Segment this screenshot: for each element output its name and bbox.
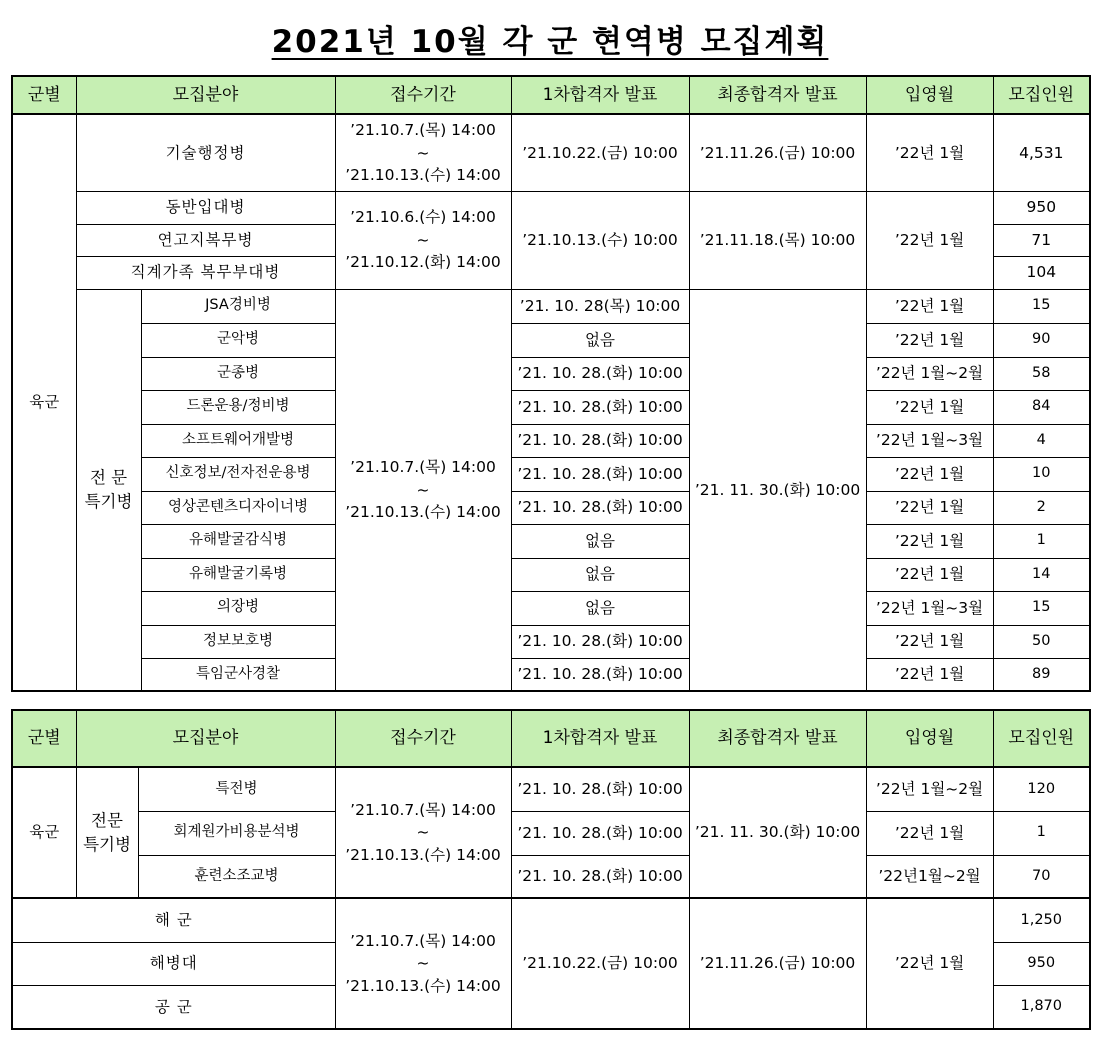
enlist-cell: ’22년 1월 [866,898,993,1029]
enlist-cell: ’22년 1월 [866,625,993,658]
count-cell: 950 [993,191,1090,224]
field-cell: 기술행정병 [76,114,335,191]
enlist-cell: ’22년 1월 [866,658,993,691]
count-cell: 950 [993,942,1090,985]
period-cell: ’21.10.7.(목) 14:00 ~ ’21.10.13.(수) 14:00 [335,898,511,1029]
enlist-cell: ’22년1월~2월 [866,855,993,898]
first-cell: ’21. 10. 28.(화) 10:00 [511,855,689,898]
enlist-cell: ’22년 1월 [866,491,993,524]
final-cell: ’21.11.18.(목) 10:00 [689,191,866,289]
count-cell: 90 [993,323,1090,357]
table-row [12,658,1090,691]
specialty-group-label: 전 문 특기병 [76,289,141,691]
field-cell: 훈련소조교병 [138,855,335,898]
count-cell: 89 [993,658,1090,691]
final-cell: ’21.11.26.(금) 10:00 [689,114,866,191]
table-row [12,767,1090,811]
field-cell: 의장병 [141,591,335,625]
field-cell: 영상콘텐츠디자이너병 [141,491,335,524]
field-cell: 드론운용/정비병 [141,390,335,424]
first-cell: 없음 [511,558,689,591]
header-branch: 군별 [12,76,76,114]
header-row [12,710,1090,767]
table-row [12,289,1090,323]
table-row [12,323,1090,357]
header-field: 모집분야 [76,76,335,114]
header-first: 1차합격자 발표 [511,710,689,767]
table-row [12,357,1090,390]
count-cell: 14 [993,558,1090,591]
header-final: 최종합격자 발표 [689,76,866,114]
page-title: 2021년 10월 각 군 현역병 모집계획 [271,24,829,60]
count-cell: 15 [993,591,1090,625]
period-cell: ’21.10.7.(목) 14:00 ~ ’21.10.13.(수) 14:00 [335,114,511,191]
first-cell: ’21. 10. 28.(화) 10:00 [511,424,689,457]
first-cell: ’21. 10. 28.(화) 10:00 [511,457,689,491]
enlist-cell: ’22년 1월 [866,114,993,191]
field-cell: 특임군사경찰 [141,658,335,691]
count-cell: 4,531 [993,114,1090,191]
count-cell: 104 [993,256,1090,289]
field-cell: 소프트웨어개발병 [141,424,335,457]
table-row [12,424,1090,457]
period-cell: ’21.10.7.(목) 14:00 ~ ’21.10.13.(수) 14:00 [335,289,511,691]
header-count: 모집인원 [993,710,1090,767]
count-cell: 50 [993,625,1090,658]
first-cell: ’21.10.22.(금) 10:00 [511,898,689,1029]
header-branch: 군별 [12,710,76,767]
table-row [12,491,1090,524]
field-cell: 유해발굴감식병 [141,524,335,558]
field-cell: 연고지복무병 [76,224,335,256]
enlist-cell: ’22년 1월~2월 [866,357,993,390]
table-row [12,625,1090,658]
count-cell: 70 [993,855,1090,898]
first-cell: ’21. 10. 28.(화) 10:00 [511,658,689,691]
enlist-cell: ’22년 1월 [866,811,993,855]
period-cell: ’21.10.7.(목) 14:00 ~ ’21.10.13.(수) 14:00 [335,767,511,898]
count-cell: 1 [993,811,1090,855]
table-row [12,591,1090,625]
enlist-cell: ’22년 1월 [866,191,993,289]
count-cell: 58 [993,357,1090,390]
final-cell: ’21. 11. 30.(화) 10:00 [689,767,866,898]
count-cell: 4 [993,424,1090,457]
enlist-cell: ’22년 1월~2월 [866,767,993,811]
first-cell: 없음 [511,323,689,357]
count-cell: 71 [993,224,1090,256]
count-cell: 15 [993,289,1090,323]
count-cell: 10 [993,457,1090,491]
first-cell: ’21. 10. 28(목) 10:00 [511,289,689,323]
branch-army: 육군 [12,767,76,898]
count-cell: 84 [993,390,1090,424]
count-cell: 1,250 [993,898,1090,942]
field-cell: 군종병 [141,357,335,390]
field-cell: 군악병 [141,323,335,357]
header-enlist: 입영월 [866,76,993,114]
count-cell: 120 [993,767,1090,811]
table-row [12,390,1090,424]
table-row [12,558,1090,591]
table-row [12,191,1090,224]
table-row [12,114,1090,191]
header-period: 접수기간 [335,76,511,114]
header-count: 모집인원 [993,76,1090,114]
first-cell: 없음 [511,524,689,558]
field-cell: 회계원가비용분석병 [138,811,335,855]
field-cell: 직계가족 복무부대병 [76,256,335,289]
first-cell: ’21. 10. 28.(화) 10:00 [511,491,689,524]
header-period: 접수기간 [335,710,511,767]
table-row [12,457,1090,491]
period-cell: ’21.10.6.(수) 14:00 ~ ’21.10.12.(화) 14:00 [335,191,511,289]
enlist-cell: ’22년 1월 [866,558,993,591]
table-row [12,524,1090,558]
count-cell: 1,870 [993,985,1090,1029]
count-cell: 1 [993,524,1090,558]
enlist-cell: ’22년 1월 [866,390,993,424]
specialty-group-label: 전문 특기병 [76,767,138,898]
enlist-cell: ’22년 1월 [866,289,993,323]
table-row [12,898,1090,942]
branch-army: 육군 [12,114,76,691]
first-cell: ’21. 10. 28.(화) 10:00 [511,390,689,424]
header-first: 1차합격자 발표 [511,76,689,114]
branch-marines: 해병대 [12,942,335,985]
enlist-cell: ’22년 1월 [866,457,993,491]
first-cell: ’21. 10. 28.(화) 10:00 [511,625,689,658]
first-cell: ’21.10.13.(수) 10:00 [511,191,689,289]
final-cell: ’21.11.26.(금) 10:00 [689,898,866,1029]
table-row [12,811,1090,855]
first-cell: ’21.10.22.(금) 10:00 [511,114,689,191]
first-cell: ’21. 10. 28.(화) 10:00 [511,357,689,390]
table-row [12,855,1090,898]
branch-airforce: 공 군 [12,985,335,1029]
field-cell: 신호정보/전자전운용병 [141,457,335,491]
count-cell: 2 [993,491,1090,524]
header-enlist: 입영월 [866,710,993,767]
final-cell: ’21. 11. 30.(화) 10:00 [689,289,866,691]
header-row [12,76,1090,114]
header-final: 최종합격자 발표 [689,710,866,767]
branch-navy: 해 군 [12,898,335,942]
first-cell: ’21. 10. 28.(화) 10:00 [511,811,689,855]
field-cell: 특전병 [138,767,335,811]
recruitment-table-1 [11,75,1091,692]
first-cell: ’21. 10. 28.(화) 10:00 [511,767,689,811]
enlist-cell: ’22년 1월~3월 [866,591,993,625]
field-cell: JSA경비병 [141,289,335,323]
enlist-cell: ’22년 1월~3월 [866,424,993,457]
enlist-cell: ’22년 1월 [866,524,993,558]
first-cell: 없음 [511,591,689,625]
field-cell: 정보보호병 [141,625,335,658]
enlist-cell: ’22년 1월 [866,323,993,357]
field-cell: 동반입대병 [76,191,335,224]
field-cell: 유해발굴기록병 [141,558,335,591]
header-field: 모집분야 [76,710,335,767]
recruitment-table-2 [11,709,1091,1030]
